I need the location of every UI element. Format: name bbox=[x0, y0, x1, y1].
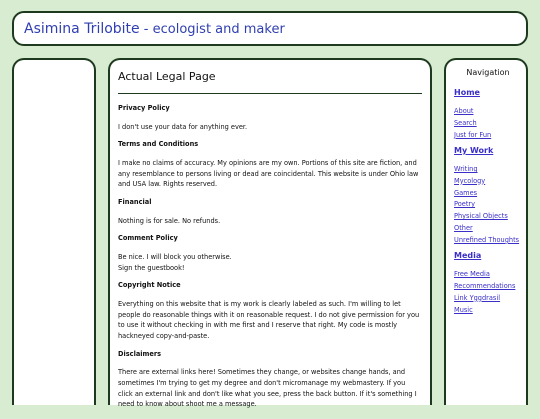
nav-title: Navigation bbox=[466, 68, 510, 77]
nav-link-just-for-fun[interactable]: Just for Fun bbox=[454, 130, 492, 139]
site-title-tagline: ecologist and maker bbox=[152, 22, 285, 37]
section-text-disclaimers: There are external links here! Sometimes they change, or websites change hands, and sometimes I'm trying to get my degree and don't micromanage my webmastery. If you click an external link and don't like what you see, press the back button. If it's something I need to know about shoot me a message. bbox=[118, 368, 417, 409]
nav-link-recommendations[interactable]: Recommendations bbox=[454, 281, 516, 290]
nav-group-media bbox=[454, 251, 522, 314]
navigation bbox=[454, 68, 522, 321]
nav-link-free-media[interactable]: Free Media bbox=[454, 270, 490, 279]
nav-link-poetry[interactable]: Poetry bbox=[454, 200, 476, 209]
nav-link-music[interactable]: Music bbox=[454, 305, 473, 314]
section-text-terms: I make no claims of accuracy. My opinions are my own. Portions of this site are fiction, and any resemblance to persons living or dead are coincidental. This website is under Ohio law and USA law. Rights reserved. bbox=[118, 159, 419, 189]
nav-link-unrefined-thoughts[interactable]: Unrefined Thoughts bbox=[454, 235, 520, 244]
nav-link-mycology[interactable]: Mycology bbox=[454, 176, 486, 185]
nav-heading-home[interactable]: Home bbox=[454, 88, 480, 97]
nav-link-search[interactable]: Search bbox=[454, 118, 477, 127]
section-heading-copyright: Copyright Notice bbox=[118, 281, 181, 290]
nav-link-link-yggdrasil[interactable]: Link Yggdrasil bbox=[454, 293, 501, 302]
section-heading-privacy: Privacy Policy bbox=[118, 104, 170, 112]
nav-heading-my-work[interactable]: My Work bbox=[454, 145, 494, 155]
site-title[interactable] bbox=[24, 21, 285, 37]
section-heading-terms: Terms and Conditions bbox=[118, 140, 199, 149]
left-sidebar-panel bbox=[12, 58, 96, 405]
section-heading-disclaimers: Disclaimers bbox=[118, 349, 162, 358]
nav-link-other[interactable]: Other bbox=[454, 224, 473, 233]
section-heading-financial: Financial bbox=[118, 198, 152, 206]
section-heading-comment: Comment Policy bbox=[118, 234, 178, 243]
section-text-financial: Nothing is for sale. No refunds. bbox=[118, 216, 221, 225]
nav-link-physical-objects[interactable]: Physical Objects bbox=[454, 212, 508, 221]
nav-heading-media[interactable]: Media bbox=[454, 251, 482, 261]
comment-line-1: Be nice. I will block you otherwise. bbox=[118, 253, 232, 262]
main-content-panel bbox=[108, 58, 432, 409]
nav-link-about[interactable]: About bbox=[454, 107, 474, 115]
nav-group-home bbox=[454, 88, 522, 139]
navigation-panel bbox=[444, 58, 528, 405]
nav-link-games[interactable]: Games bbox=[454, 188, 478, 197]
site-title-name: Asimina Trilobite bbox=[24, 21, 140, 37]
section-text-comment bbox=[118, 252, 422, 273]
comment-line-2: Sign the guestbook! bbox=[118, 263, 185, 272]
section-text-copyright: Everything on this website that is my work is clearly labeled as such. I'm willing to let people do reasonable things with it on reasonable request. I do not give permission for you to use it without checking in with me first and I reserve that right. My code is mostly hackneyed copy-and-paste. bbox=[118, 300, 420, 340]
header-panel bbox=[12, 11, 528, 46]
nav-group-my-work bbox=[454, 146, 522, 244]
nav-link-writing[interactable]: Writing bbox=[454, 164, 478, 173]
section-text-privacy: I don't use your data for anything ever. bbox=[118, 122, 248, 131]
main-content bbox=[118, 68, 422, 419]
page-title: Actual Legal Page bbox=[118, 70, 216, 83]
site-title-separator: - bbox=[139, 22, 153, 37]
title-divider bbox=[118, 93, 422, 94]
